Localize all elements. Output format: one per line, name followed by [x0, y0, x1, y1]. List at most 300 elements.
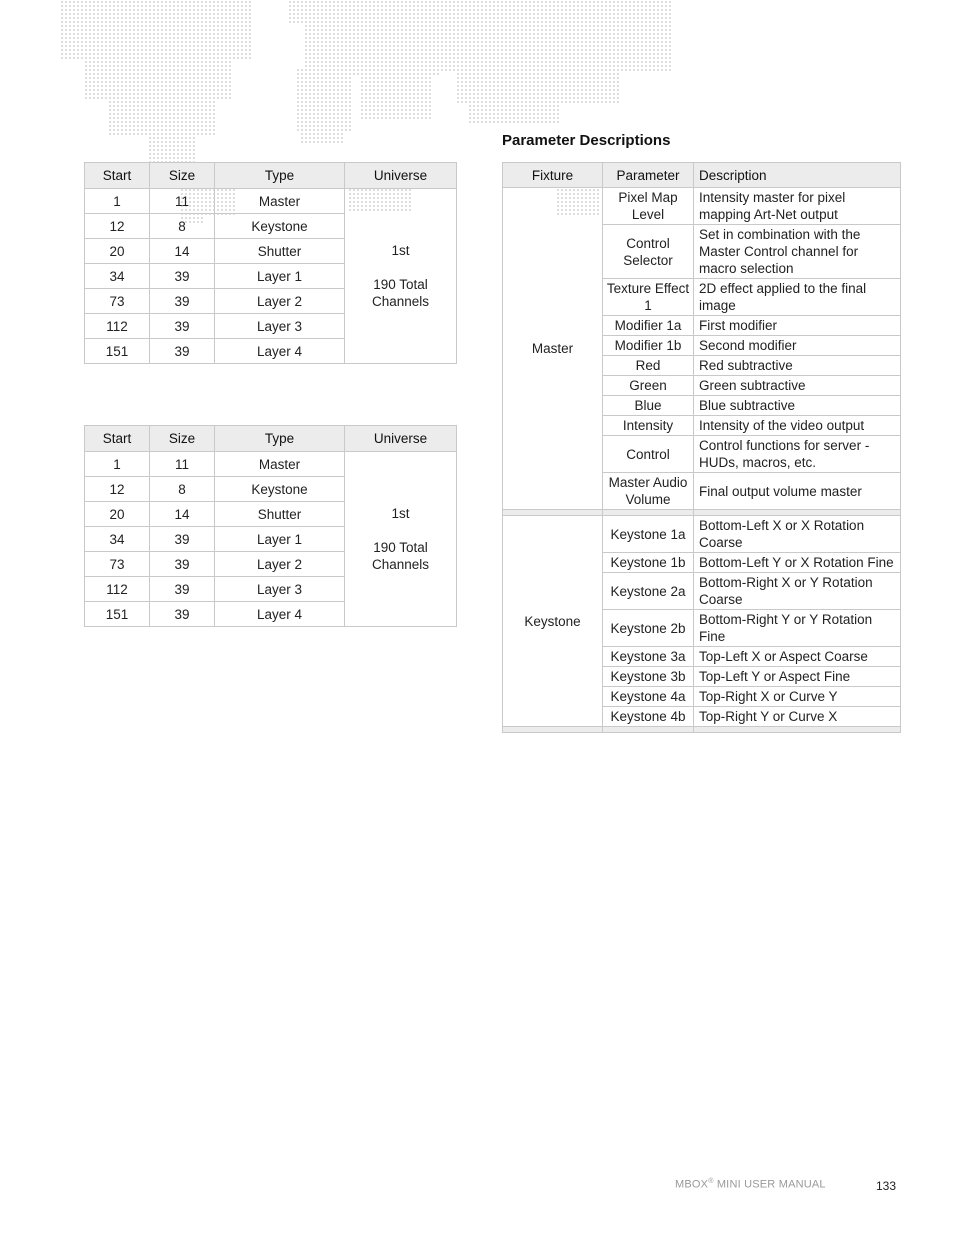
map-dot — [581, 13, 583, 15]
map-dot — [189, 93, 191, 95]
map-dot — [325, 85, 327, 87]
map-dot — [413, 97, 415, 99]
map-dot — [341, 109, 343, 111]
map-dot — [393, 37, 395, 39]
map-dot — [129, 25, 131, 27]
map-dot — [361, 33, 363, 35]
map-dot — [145, 117, 147, 119]
map-dot — [477, 1, 479, 3]
map-dot — [353, 1, 355, 3]
map-dot — [145, 53, 147, 55]
map-dot — [221, 93, 223, 95]
map-dot — [313, 129, 315, 131]
map-dot — [81, 25, 83, 27]
map-dot — [169, 21, 171, 23]
map-dot — [161, 81, 163, 83]
map-dot — [425, 85, 427, 87]
map-dot — [581, 5, 583, 7]
map-dot — [225, 37, 227, 39]
map-dot — [157, 17, 159, 19]
map-dot — [97, 73, 99, 75]
map-dot — [221, 9, 223, 11]
map-dot — [421, 101, 423, 103]
map-dot — [497, 117, 499, 119]
map-dot — [237, 33, 239, 35]
map-dot — [409, 109, 411, 111]
map-dot — [525, 33, 527, 35]
map-dot — [173, 137, 175, 139]
map-dot — [369, 97, 371, 99]
map-dot — [501, 41, 503, 43]
map-dot — [529, 57, 531, 59]
map-dot — [173, 81, 175, 83]
map-dot — [473, 13, 475, 15]
map-dot — [537, 85, 539, 87]
map-dot — [529, 113, 531, 115]
map-dot — [569, 45, 571, 47]
map-dot — [413, 81, 415, 83]
map-dot — [633, 53, 635, 55]
map-dot — [609, 89, 611, 91]
map-dot — [169, 145, 171, 147]
map-dot — [481, 113, 483, 115]
map-dot — [109, 65, 111, 67]
map-dot — [117, 37, 119, 39]
map-dot — [121, 65, 123, 67]
map-dot — [185, 109, 187, 111]
map-dot — [509, 85, 511, 87]
map-dot — [349, 41, 351, 43]
fixture-cell: Keystone — [503, 516, 603, 727]
map-dot — [169, 13, 171, 15]
map-dot — [505, 69, 507, 71]
map-dot — [405, 101, 407, 103]
map-dot — [293, 1, 295, 3]
map-dot — [373, 65, 375, 67]
map-dot — [605, 5, 607, 7]
map-dot — [365, 45, 367, 47]
map-dot — [501, 73, 503, 75]
map-dot — [329, 117, 331, 119]
map-dot — [329, 141, 331, 143]
map-dot — [577, 25, 579, 27]
map-dot — [137, 53, 139, 55]
map-dot — [513, 45, 515, 47]
map-dot — [585, 61, 587, 63]
map-dot — [485, 105, 487, 107]
map-dot — [201, 85, 203, 87]
map-dot — [593, 69, 595, 71]
map-dot — [329, 81, 331, 83]
map-dot — [365, 117, 367, 119]
map-dot — [581, 73, 583, 75]
map-dot — [481, 81, 483, 83]
map-dot — [377, 41, 379, 43]
map-dot — [317, 33, 319, 35]
map-dot — [429, 33, 431, 35]
map-dot — [461, 97, 463, 99]
map-dot — [301, 113, 303, 115]
map-dot — [517, 45, 519, 47]
map-dot — [185, 57, 187, 59]
map-dot — [517, 109, 519, 111]
map-dot — [313, 41, 315, 43]
map-dot — [205, 105, 207, 107]
map-dot — [305, 97, 307, 99]
map-dot — [413, 49, 415, 51]
map-dot — [65, 13, 67, 15]
map-dot — [309, 69, 311, 71]
map-dot — [625, 61, 627, 63]
map-dot — [337, 77, 339, 79]
map-dot — [385, 117, 387, 119]
map-dot — [477, 65, 479, 67]
parameter-cell: Modifier 1a — [603, 316, 694, 336]
map-dot — [493, 113, 495, 115]
map-dot — [317, 73, 319, 75]
map-dot — [449, 61, 451, 63]
map-dot — [161, 153, 163, 155]
map-dot — [237, 49, 239, 51]
map-dot — [425, 41, 427, 43]
map-dot — [185, 61, 187, 63]
map-dot — [489, 25, 491, 27]
map-dot — [149, 81, 151, 83]
map-dot — [93, 53, 95, 55]
map-dot — [641, 49, 643, 51]
map-dot — [489, 1, 491, 3]
map-dot — [577, 5, 579, 7]
map-dot — [69, 21, 71, 23]
map-dot — [369, 9, 371, 11]
map-dot — [373, 101, 375, 103]
map-dot — [505, 53, 507, 55]
map-dot — [481, 85, 483, 87]
map-dot — [345, 93, 347, 95]
map-dot — [469, 101, 471, 103]
map-dot — [217, 1, 219, 3]
map-dot — [525, 53, 527, 55]
map-dot — [509, 29, 511, 31]
map-dot — [149, 141, 151, 143]
map-dot — [413, 61, 415, 63]
map-dot — [305, 105, 307, 107]
map-dot — [157, 141, 159, 143]
map-dot — [157, 57, 159, 59]
map-dot — [177, 21, 179, 23]
map-dot — [333, 41, 335, 43]
map-dot — [101, 49, 103, 51]
map-dot — [457, 49, 459, 51]
map-dot — [169, 113, 171, 115]
map-dot — [341, 133, 343, 135]
map-dot — [373, 53, 375, 55]
column-header: Start — [85, 163, 150, 189]
start-cell: 12 — [85, 477, 150, 502]
map-dot — [153, 157, 155, 159]
map-dot — [177, 25, 179, 27]
map-dot — [101, 1, 103, 3]
map-dot — [341, 121, 343, 123]
map-dot — [209, 133, 211, 135]
size-cell: 11 — [150, 189, 215, 214]
map-dot — [493, 89, 495, 91]
map-dot — [465, 29, 467, 31]
map-dot — [665, 9, 667, 11]
map-dot — [205, 97, 207, 99]
map-dot — [169, 17, 171, 19]
map-dot — [389, 101, 391, 103]
map-dot — [601, 37, 603, 39]
map-dot — [477, 5, 479, 7]
map-dot — [489, 109, 491, 111]
map-dot — [181, 61, 183, 63]
map-dot — [173, 17, 175, 19]
map-dot — [329, 17, 331, 19]
map-dot — [157, 81, 159, 83]
map-dot — [137, 45, 139, 47]
map-dot — [205, 57, 207, 59]
map-dot — [321, 13, 323, 15]
map-dot — [85, 93, 87, 95]
map-dot — [401, 85, 403, 87]
map-dot — [65, 57, 67, 59]
map-dot — [397, 97, 399, 99]
map-dot — [613, 17, 615, 19]
map-dot — [417, 117, 419, 119]
map-dot — [637, 5, 639, 7]
map-dot — [161, 49, 163, 51]
map-dot — [129, 45, 131, 47]
map-dot — [409, 101, 411, 103]
map-dot — [397, 69, 399, 71]
map-dot — [161, 145, 163, 147]
map-dot — [105, 5, 107, 7]
map-dot — [581, 33, 583, 35]
map-dot — [645, 21, 647, 23]
map-dot — [661, 17, 663, 19]
map-dot — [317, 129, 319, 131]
map-dot — [365, 65, 367, 67]
map-dot — [153, 57, 155, 59]
map-dot — [229, 65, 231, 67]
column-header: Type — [215, 163, 345, 189]
map-dot — [549, 121, 551, 123]
map-dot — [205, 9, 207, 11]
map-dot — [405, 65, 407, 67]
map-dot — [613, 81, 615, 83]
map-dot — [225, 65, 227, 67]
map-dot — [101, 13, 103, 15]
map-dot — [529, 17, 531, 19]
map-dot — [369, 5, 371, 7]
map-dot — [413, 53, 415, 55]
map-dot — [81, 45, 83, 47]
map-dot — [297, 9, 299, 11]
spacer-cell — [603, 727, 694, 733]
map-dot — [637, 41, 639, 43]
map-dot — [401, 97, 403, 99]
map-dot — [397, 1, 399, 3]
map-dot — [557, 97, 559, 99]
map-dot — [569, 29, 571, 31]
map-dot — [297, 17, 299, 19]
map-dot — [301, 21, 303, 23]
map-dot — [549, 89, 551, 91]
map-dot — [417, 85, 419, 87]
map-dot — [361, 61, 363, 63]
map-dot — [193, 1, 195, 3]
map-dot — [365, 21, 367, 23]
start-cell: 20 — [85, 239, 150, 264]
map-dot — [125, 53, 127, 55]
map-dot — [329, 73, 331, 75]
map-dot — [597, 33, 599, 35]
map-dot — [601, 45, 603, 47]
map-dot — [297, 97, 299, 99]
map-dot — [553, 93, 555, 95]
map-dot — [413, 117, 415, 119]
map-dot — [325, 117, 327, 119]
map-dot — [193, 49, 195, 51]
map-dot — [149, 145, 151, 147]
map-dot — [121, 77, 123, 79]
map-dot — [425, 105, 427, 107]
map-dot — [185, 145, 187, 147]
map-dot — [369, 57, 371, 59]
map-dot — [525, 1, 527, 3]
map-dot — [161, 109, 163, 111]
map-dot — [569, 33, 571, 35]
map-dot — [109, 113, 111, 115]
map-dot — [81, 13, 83, 15]
map-dot — [597, 25, 599, 27]
map-dot — [493, 17, 495, 19]
map-dot — [217, 5, 219, 7]
map-dot — [589, 29, 591, 31]
map-dot — [561, 101, 563, 103]
map-dot — [645, 25, 647, 27]
map-dot — [161, 5, 163, 7]
map-dot — [221, 29, 223, 31]
map-dot — [465, 97, 467, 99]
map-dot — [485, 113, 487, 115]
map-dot — [329, 77, 331, 79]
map-dot — [169, 41, 171, 43]
map-dot — [337, 125, 339, 127]
map-dot — [541, 93, 543, 95]
map-dot — [397, 81, 399, 83]
map-dot — [393, 21, 395, 23]
map-dot — [81, 9, 83, 11]
map-dot — [349, 105, 351, 107]
map-dot — [129, 77, 131, 79]
map-dot — [101, 57, 103, 59]
map-dot — [461, 101, 463, 103]
map-dot — [425, 89, 427, 91]
map-dot — [473, 97, 475, 99]
type-cell: Layer 1 — [215, 527, 345, 552]
map-dot — [125, 85, 127, 87]
map-dot — [93, 9, 95, 11]
map-dot — [345, 129, 347, 131]
map-dot — [173, 49, 175, 51]
map-dot — [221, 45, 223, 47]
map-dot — [161, 21, 163, 23]
map-dot — [125, 25, 127, 27]
map-dot — [529, 97, 531, 99]
map-dot — [197, 117, 199, 119]
map-dot — [329, 1, 331, 3]
map-dot — [325, 5, 327, 7]
map-dot — [385, 113, 387, 115]
map-dot — [325, 29, 327, 31]
map-dot — [477, 37, 479, 39]
map-dot — [153, 129, 155, 131]
map-dot — [333, 133, 335, 135]
map-dot — [609, 33, 611, 35]
map-dot — [189, 49, 191, 51]
map-dot — [245, 5, 247, 7]
map-dot — [345, 69, 347, 71]
map-dot — [189, 73, 191, 75]
map-dot — [345, 61, 347, 63]
map-dot — [193, 17, 195, 19]
map-dot — [241, 29, 243, 31]
map-dot — [517, 61, 519, 63]
map-dot — [381, 29, 383, 31]
map-dot — [429, 29, 431, 31]
map-dot — [173, 33, 175, 35]
map-dot — [297, 93, 299, 95]
map-dot — [129, 85, 131, 87]
map-dot — [165, 153, 167, 155]
map-dot — [105, 57, 107, 59]
map-dot — [489, 37, 491, 39]
map-dot — [89, 97, 91, 99]
map-dot — [309, 125, 311, 127]
map-dot — [85, 37, 87, 39]
map-dot — [505, 121, 507, 123]
map-dot — [325, 9, 327, 11]
map-dot — [101, 77, 103, 79]
map-dot — [577, 101, 579, 103]
map-dot — [621, 29, 623, 31]
map-dot — [221, 81, 223, 83]
map-dot — [477, 117, 479, 119]
map-dot — [317, 45, 319, 47]
map-dot — [229, 37, 231, 39]
map-dot — [133, 97, 135, 99]
map-dot — [521, 5, 523, 7]
map-dot — [477, 109, 479, 111]
map-dot — [481, 5, 483, 7]
map-dot — [425, 53, 427, 55]
map-dot — [393, 17, 395, 19]
map-dot — [465, 45, 467, 47]
map-dot — [341, 125, 343, 127]
map-dot — [153, 145, 155, 147]
map-dot — [457, 45, 459, 47]
map-dot — [537, 29, 539, 31]
map-dot — [345, 109, 347, 111]
map-dot — [613, 13, 615, 15]
map-dot — [181, 65, 183, 67]
map-dot — [161, 125, 163, 127]
map-dot — [125, 81, 127, 83]
map-dot — [617, 77, 619, 79]
map-dot — [109, 129, 111, 131]
